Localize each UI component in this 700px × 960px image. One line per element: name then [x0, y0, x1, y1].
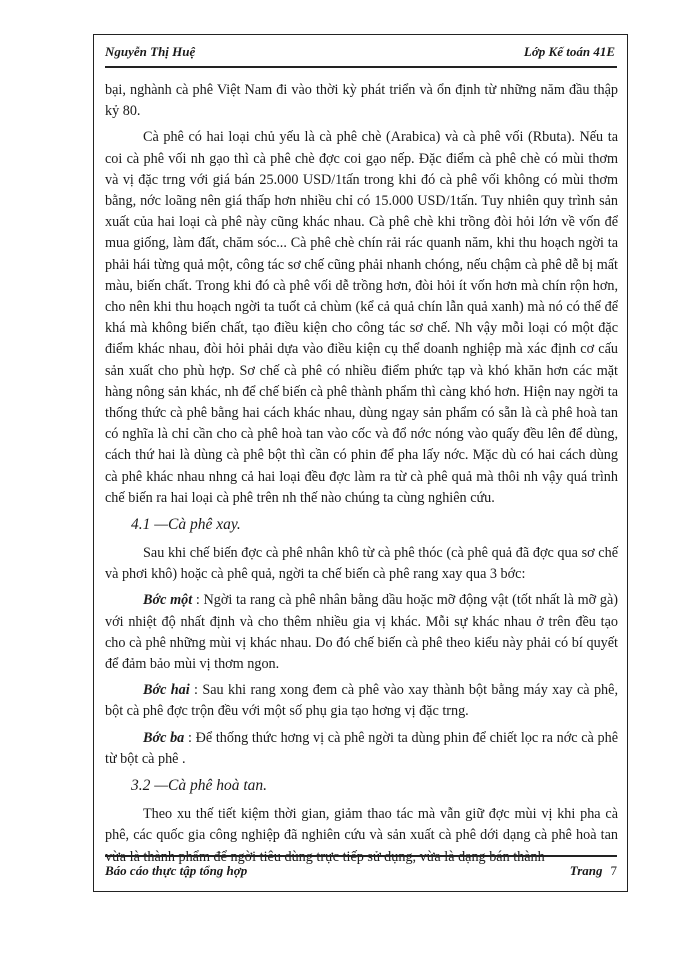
- header-divider: [105, 66, 617, 68]
- step-text: : Sau khi rang xong đem cà phê vào xay thành bột bằng máy xay cà phê, bột cà phê đợc trộn đều với một số phụ gia tạo hơng vị đặc trng.: [105, 682, 618, 720]
- step-label: Bớc hai: [143, 682, 190, 699]
- footer-page-label: Trang: [569, 863, 603, 878]
- page-header: [105, 40, 615, 62]
- page-footer: [105, 860, 617, 882]
- paragraph: bại, nghành cà phê Việt Nam đi vào thời kỳ phát triển và ổn định từ những năm đầu thập kỷ 80.: [105, 82, 618, 120]
- paragraph: Theo xu thế tiết kiệm thời gian, giảm thao tác mà vẫn giữ đợc mùi vị khi pha cà phê, các quốc gia công nghiệp đã nghiên cứu và sản xuất cà phê dới dạng cà phê hoà tan vừa là thành phẩm để ngời tiêu dùng trực tiếp sử dụng, vừa là dạng bán thành: [105, 806, 618, 865]
- paragraph: Cà phê có hai loại chủ yếu là cà phê chè (Arabica) và cà phê vối (Rbuta). Nếu ta coi cà phê vối nh gạo thì cà phê chè đợc coi gạo nếp. Đặc điểm cà phê chè có mùi thơm và vị đặc trng với giá bán 25.000 USD/1tấn trong khi đó cà phê vối không có mùi thơm bằng, nớc loãng nên giá thấp hơn nhiều chỉ có 15.000 USD/1tấn. Tuy nhiên quy trình sản xuất của hai loại cà phê này cũng khác nhau. Cà phê chè khi trồng đòi hỏi lớn về vốn để mua giống, làm đất, chăm sóc... Cà phê chè chín rải rác quanh năm, khi thu hoạch ngời ta phải hái từng quả một, công tác sơ chế cũng phải nhanh chóng, nếu chậm cà phê dễ bị mất màu, biến chất. Trong khi đó cà phê vối dễ trồng hơn, đòi hỏi ít vốn hơn mà chín rộn hơn, cho nên khi thu hoạch ngời ta tuốt cả chùm (kể cả quả chín lẫn quả xanh) mà nó có thể để khá mà không biến chất, tạo điều kiện cho công tác sơ chế. Nh vậy mỗi loại có một đặc điểm khác nhau, đòi hỏi phải dựa vào điều kiện cụ thể doanh nghiệp mà xác định cơ cấu sản xuất cho phù hợp. Sơ chế cà phê có nhiều điểm phức tạp và khó khăn hơn các mặt hàng nông sản khác, nh để chế biến cà phê thành phẩm thì càng khó hơn. Hiện nay ngời ta thống thức cà phê bằng hai cách khác nhau, dùng ngay sản phẩm có sẵn là cà phê hoà tan có nghĩa là chỉ cần cho cà phê hoà tan vào cốc và đổ nớc nóng vào quấy đều lên để dùng, cách thứ hai là dùng cà phê bột thì cần có phin để pha lấy nớc. Mặc dù có hai cách dùng cà phê khác nhau nhng cả hai loại đều đợc làm ra từ cà phê quả mà thôi nh vậy quá trình chế biến ra hai loại cà phê trên nh thế nào chúng ta cùng nghiên cứu.: [105, 129, 618, 506]
- footer-divider: [105, 855, 617, 857]
- step-paragraph: [105, 728, 618, 770]
- paragraph: Sau khi chế biến đợc cà phê nhân khô từ cà phê thóc (cà phê quả đã đợc qua sơ chế và phơi khô) hoặc cà phê quả, ngời ta chế biến cà phê rang xay qua 3 bớc:: [105, 545, 618, 583]
- step-text: : Để thống thức hơng vị cà phê ngời ta dùng phin để chiết lọc ra nớc cà phê từ bột cà phê .: [105, 729, 618, 767]
- document-body: [105, 80, 618, 873]
- header-class: Lớp Kế toán 41E: [523, 44, 615, 59]
- section-heading: 3.2 —Cà phê hoà tan.: [131, 777, 268, 795]
- step-paragraph: [105, 590, 618, 675]
- step-label: Bớc một: [143, 592, 193, 609]
- footer-report-title: Báo cáo thực tập tổng hợp: [105, 863, 248, 878]
- step-paragraph: [105, 680, 618, 722]
- step-text: : Ngời ta rang cà phê nhân bằng dầu hoặc mỡ động vật (tốt nhất là mỡ gà) với nhiệt độ nhất định và cho thêm nhiều gia vị khác. Mỗi sự khác nhau ở trên đều tạo cho cà phê những mùi vị khác nhau. Do đó chế biến cà phê theo kiểu này phải có bí quyết để đảm bảo mùi vị thơm ngon.: [105, 592, 618, 673]
- step-label: Bớc ba: [143, 729, 185, 746]
- footer-page: [570, 863, 617, 879]
- page-number: 7: [610, 863, 617, 878]
- section-heading: 4.1 —Cà phê xay.: [131, 516, 241, 534]
- header-author: Nguyễn Thị Huệ: [105, 44, 196, 59]
